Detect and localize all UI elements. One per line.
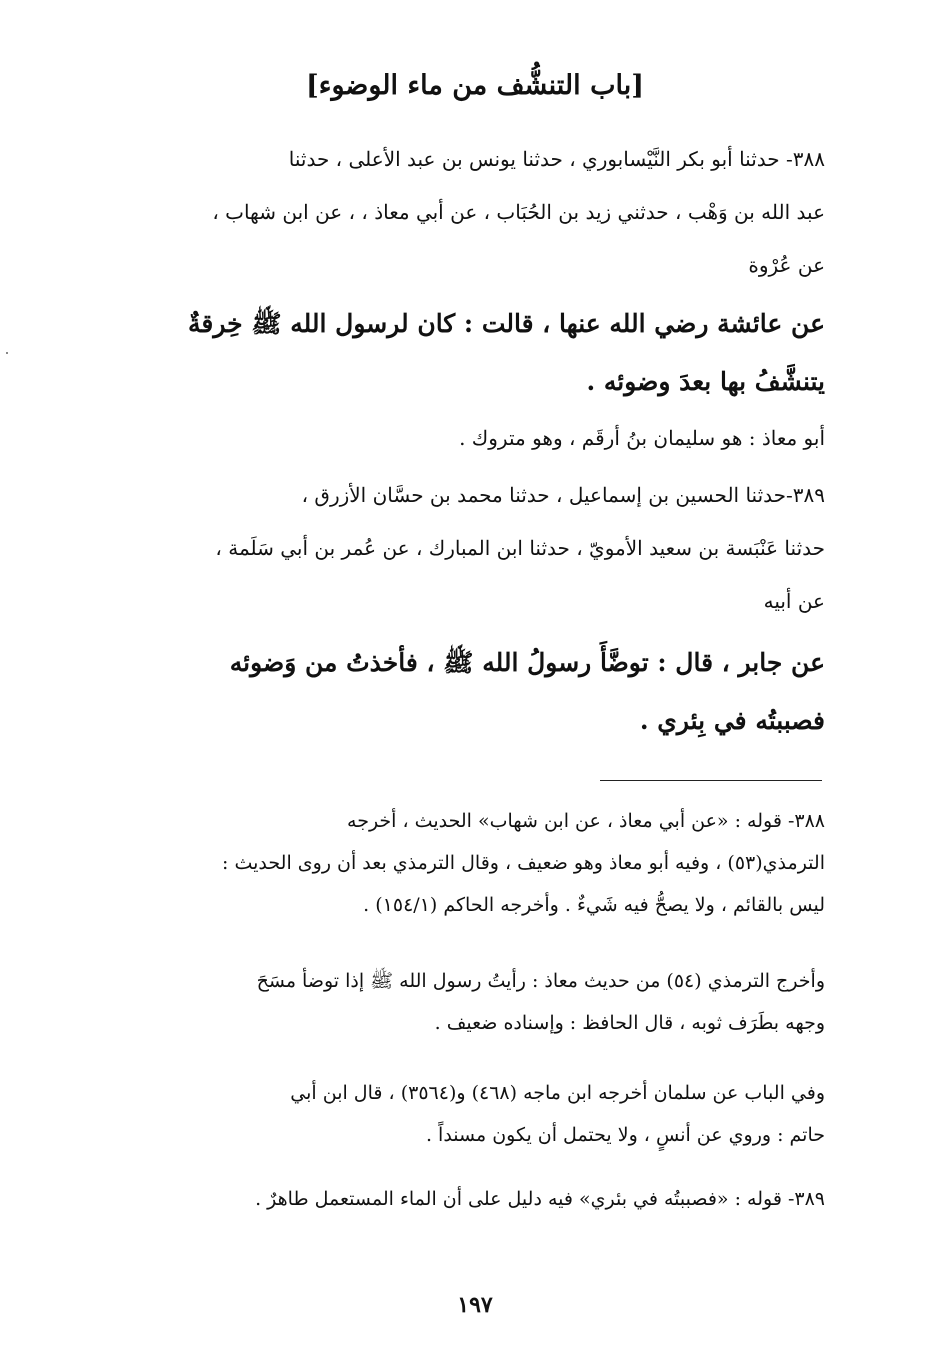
footnote-line: حاتم : وروي عن أنسٍ ، ولا يحتمل أن يكون مسنداً .	[425, 1124, 825, 1146]
matn-line: يتنشَّفُ بها بعدَ وضوئه .	[586, 367, 825, 396]
page-number: ١٩٧	[457, 1292, 493, 1318]
isnad-line: عن عُرْوة	[748, 253, 825, 277]
matn-line: عن عائشة رضي الله عنها ، قالت : كان لرسول الله ﷺ خِرقةٌ	[188, 309, 825, 338]
hadith-388-comment	[125, 418, 825, 458]
matn-line: فصببتُه في بِئري .	[639, 706, 825, 735]
footnote-line: وفي الباب عن سلمان أخرجه ابن ماجه (٤٦٨) و(٣٥٦٤) ، قال ابن أبي	[290, 1082, 825, 1104]
hadith-389-isnad	[125, 469, 825, 628]
footnote-salman	[125, 1072, 825, 1156]
isnad-line: عبد الله بن وَهْب ، حدثني زيد بن الحُبَاب ، عن أبي معاذ ، ، عن ابن شهاب ،	[212, 200, 825, 224]
hadith-388-matn	[125, 295, 825, 411]
footnote-divider	[600, 780, 822, 781]
footnote-line: ليس بالقائم ، ولا يصحُّ فيه شَيءٌ . وأخرجه الحاكم (١٥٤/١) .	[363, 894, 825, 916]
footnote-line: وأخرج الترمذي (٥٤) من حديث معاذ : رأيتُ رسول الله ﷺ إذا توضأ مسَحَ	[256, 970, 825, 992]
hadith-389-matn	[125, 634, 825, 750]
hadith-388-isnad	[125, 133, 825, 292]
chapter-title: [باب التنشُّف من ماء الوضوء]	[305, 70, 644, 101]
footnote-line: الترمذي(٥٣) ، وفيه أبو معاذ وهو ضعيف ، وقال الترمذي بعد أن روى الحديث :	[222, 852, 825, 874]
margin-mark	[6, 352, 8, 354]
isnad-line: عن أبيه	[763, 589, 825, 613]
footnote-line: وجهه بطَرَف ثوبه ، قال الحافظ : وإسناده ضعيف .	[434, 1012, 825, 1034]
footnote-389	[125, 1178, 825, 1220]
footnote-tirmidhi	[125, 960, 825, 1044]
footnote-388	[125, 800, 825, 926]
isnad-line: ٣٨٨- حدثنا أبو بكر النَّيْسابوري ، حدثنا يونس بن عبد الأعلى ، حدثنا	[288, 147, 825, 171]
comment-line: أبو معاذ : هو سليمان بنُ أرقَم ، وهو متروك .	[459, 426, 825, 450]
footnote-line: ٣٨٩- قوله : «فصببتُه في بئري» فيه دليل على أن الماء المستعمل طاهرٌ .	[255, 1188, 825, 1210]
isnad-line: حدثنا عَنْبَسة بن سعيد الأمويّ ، حدثنا ابن المبارك ، عن عُمر بن أبي سَلَمة ،	[215, 536, 825, 560]
matn-line: عن جابر ، قال : توضَّأَ رسولُ الله ﷺ ، فأخذتُ من وَضوئه	[229, 648, 825, 677]
isnad-line: ٣٨٩-حدثنا الحسين بن إسماعيل ، حدثنا محمد بن حسَّان الأزرق ،	[301, 483, 825, 507]
footnote-line: ٣٨٨- قوله : «عن أبي معاذ ، عن ابن شهاب» الحديث ، أخرجه	[347, 810, 825, 832]
